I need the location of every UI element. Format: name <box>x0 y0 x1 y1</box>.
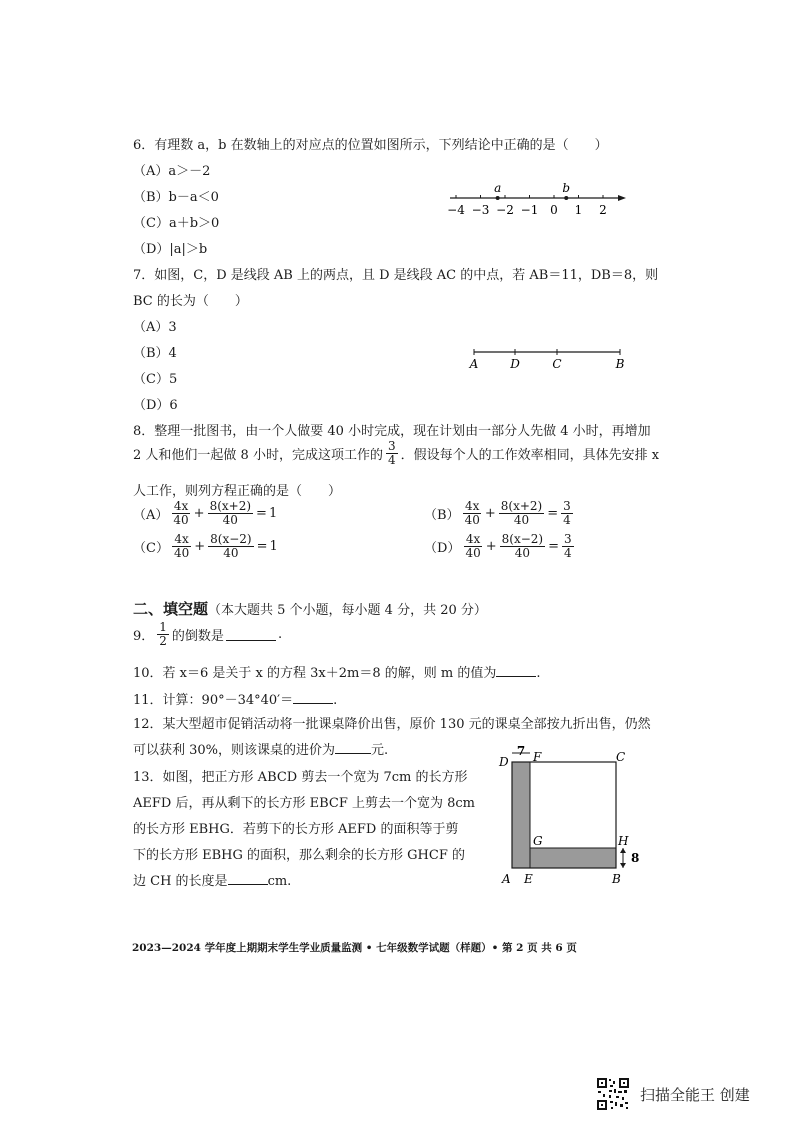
number-line <box>440 180 640 222</box>
q8-b-term2 <box>499 500 544 526</box>
number-line-tick-label: 0 <box>550 203 558 217</box>
q8-c-t1n: 4x <box>174 532 189 546</box>
number-line-tick-label: −3 <box>471 203 490 217</box>
fig-label-h: H <box>618 834 629 848</box>
q8-c-plus: + <box>194 538 206 554</box>
q8-c-t2n: 8(x−2) <box>210 532 252 546</box>
q9-prefix: 9． <box>133 628 155 644</box>
section-title: 二、填空题 <box>133 600 209 618</box>
rect-aefd <box>512 762 530 868</box>
q9-den: 2 <box>159 633 167 648</box>
label-c: C <box>552 357 562 371</box>
q7-stem-cont: BC 的长为（ ） <box>133 294 248 309</box>
q8-a-term1 <box>171 500 190 526</box>
square-figure <box>492 742 652 890</box>
q6-stem: 6．有理数 a，b 在数轴上的对应点的位置如图所示，下列结论中正确的是（ ） <box>133 138 608 153</box>
q8-line3: 人工作，则列方程正确的是（ ） <box>133 484 342 499</box>
q13-line2: AEFD 后，再从剩下的长方形 EBCF 上剪去一个宽为 8cm <box>133 796 475 811</box>
section-header <box>133 598 487 619</box>
q12-end: 元. <box>371 743 389 758</box>
q8-frac-num: 3 <box>387 439 396 453</box>
dim-8-arrow-up <box>620 848 626 853</box>
q8-a-t1d: 40 <box>173 512 189 527</box>
rect-ebhg <box>530 848 616 868</box>
q9-fraction <box>157 621 169 647</box>
fig-label-c: C <box>616 750 626 764</box>
q8-d-eq: = <box>548 538 559 554</box>
q7-stem: 7．如图，C，D 是线段 AB 上的两点，且 D 是线段 AC 的中点，若 AB＝11，DB＝8，则 <box>133 268 659 283</box>
q8-d-rhs-num: 3 <box>564 532 572 546</box>
q8-d-term2 <box>500 533 545 559</box>
q8-a-term2 <box>208 500 253 526</box>
q7-option-c: （C）5 <box>133 372 178 387</box>
q8-d-rhs-den: 4 <box>564 545 572 560</box>
q7-option-b: （B）4 <box>133 346 177 361</box>
q12-answer-blank[interactable] <box>335 741 371 754</box>
q13-line1: 13．如图，把正方形 ABCD 剪去一个宽为 7cm 的长方形 <box>133 770 468 785</box>
q6-option-a: （A）a＞－2 <box>133 164 211 179</box>
fig-label-f: F <box>533 750 542 764</box>
q8-d-plus: + <box>485 538 497 554</box>
point-b-label: b <box>562 181 571 195</box>
dim-8-label: 8 <box>631 851 640 865</box>
q8-option-c <box>133 533 278 559</box>
q8-d-rhs <box>562 533 574 559</box>
q8-d-t1n: 4x <box>465 532 481 546</box>
q8-c-label: （C） <box>133 540 169 556</box>
section-note: （本大题共 5 个小题，每小题 4 分，共 20 分） <box>208 603 487 618</box>
q8-line2b: ．假设每个人的工作效率相同，具体先安排 x <box>400 447 660 463</box>
q8-option-b <box>424 500 574 526</box>
page-footer: 2023—2024 学年度上期期末学生学业质量监测 • 七年级数学试题（样题）• 第 2 页 共 6 页 <box>132 942 577 954</box>
fig-label-g: G <box>533 834 543 848</box>
point-b <box>564 196 568 200</box>
q8-b-rhs <box>561 500 573 526</box>
q8-option-d <box>424 533 575 559</box>
q8-d-t2d: 40 <box>514 545 530 560</box>
q8-d-term1 <box>463 533 482 559</box>
q7-option-d: （D）6 <box>133 398 178 413</box>
q6-option-d: （D）|a|＞b <box>133 242 208 257</box>
q10-answer-blank[interactable] <box>496 664 536 677</box>
q13-line4: 下的长方形 EBHG 的面积，那么剩余的长方形 GHCF 的 <box>133 848 465 863</box>
q13-end: cm. <box>267 874 292 889</box>
point-a-label: a <box>494 181 502 195</box>
number-line-tick-label: 1 <box>574 203 583 217</box>
q8-c-t2d: 40 <box>223 545 239 560</box>
q11 <box>133 689 337 708</box>
number-line-tick-label: −2 <box>496 203 514 217</box>
q12-text: 可以获利 30%，则该课桌的进价为 <box>133 743 336 758</box>
label-d: D <box>510 357 520 371</box>
q8-a-label: （A） <box>133 507 169 523</box>
q12-line1: 12．某大型超市促销活动将一批课桌降价出售，原价 130 元的课桌全部按九折出售，仍然 <box>133 717 651 732</box>
q8-b-rhs-den: 4 <box>563 512 571 527</box>
q8-d-t2n: 8(x−2) <box>501 532 544 546</box>
q8-b-eq: = <box>547 505 559 521</box>
number-line-arrow <box>618 195 626 201</box>
segment-figure <box>460 342 635 374</box>
label-b: B <box>615 357 625 371</box>
q8-b-t2n: 8(x+2) <box>500 499 543 513</box>
q8-c-term2 <box>208 533 253 559</box>
q8-a-plus: + <box>193 505 205 521</box>
q9 <box>133 621 282 647</box>
q8-b-rhs-num: 3 <box>563 499 571 513</box>
q13-answer-blank[interactable] <box>228 872 268 885</box>
q7-option-a: （A）3 <box>133 320 177 335</box>
number-line-tick-label: −4 <box>447 203 465 217</box>
q11-answer-blank[interactable] <box>293 691 333 704</box>
q8-a-eq: = <box>256 505 267 521</box>
q10 <box>133 662 540 681</box>
fig-label-e: E <box>524 872 533 886</box>
q8-b-term1 <box>463 500 482 526</box>
fig-label-d: D <box>499 755 509 769</box>
q8-a-t1n: 4x <box>173 499 189 513</box>
q8-b-t1n: 4x <box>465 499 480 513</box>
q8-c-eq: = <box>256 538 268 554</box>
q8-c-term1 <box>172 533 191 559</box>
q12-line2 <box>133 739 388 758</box>
q8-b-label: （B） <box>424 507 460 523</box>
q6-option-c: （C）a＋b＞0 <box>133 216 220 231</box>
q6-option-b: （B）b－a＜0 <box>133 190 219 205</box>
q8-a-rhs: 1 <box>268 505 278 521</box>
q13-line5 <box>133 870 291 889</box>
fig-label-a: A <box>502 872 511 886</box>
q13-line3: 的长方形 EBHG．若剪下的长方形 AEFD 的面积等于剪 <box>133 822 459 837</box>
q11-text: 11．计算：90°－34°40′＝ <box>133 693 294 708</box>
q8-b-plus: + <box>484 505 496 521</box>
q10-end: . <box>536 666 541 681</box>
q8-frac-den: 4 <box>387 452 396 467</box>
q13-text: 边 CH 的长度是 <box>133 874 228 889</box>
number-line-tick-label: −1 <box>520 203 539 217</box>
watermark-text: 扫描全能王 创建 <box>640 1086 750 1104</box>
q10-text: 10．若 x＝6 是关于 x 的方程 3x＋2m＝8 的解，则 m 的值为 <box>133 666 497 681</box>
q8-line2 <box>133 440 659 466</box>
q8-c-t1d: 40 <box>173 545 190 560</box>
q8-d-t1d: 40 <box>465 545 481 560</box>
number-line-tick-label: 2 <box>599 203 607 217</box>
dim-8-arrow-down <box>620 863 626 868</box>
q9-answer-blank[interactable] <box>226 628 276 641</box>
q11-end: . <box>333 693 338 708</box>
fig-label-b: B <box>612 872 621 886</box>
q8-line1: 8．整理一批图书，由一个人做要 40 小时完成，现在计划由一部分人先做 4 小时，再增加 <box>133 424 651 439</box>
q9-text: 的倒数是 <box>171 628 224 644</box>
qr-code-icon <box>596 1077 630 1111</box>
q9-num: 1 <box>159 620 167 634</box>
q8-b-t1d: 40 <box>464 512 480 527</box>
q8-b-t2d: 40 <box>513 512 530 527</box>
point-a <box>496 196 500 200</box>
q8-option-a <box>133 500 277 526</box>
dim-7-label: 7 <box>516 744 526 758</box>
q8-line2a: 2 人和他们一起做 8 小时，完成这项工作的 <box>133 447 383 463</box>
q8-d-label: （D） <box>424 540 461 556</box>
q9-end: . <box>277 626 283 642</box>
q8-a-t2d: 40 <box>222 512 238 527</box>
q8-c-rhs: 1 <box>269 538 278 554</box>
label-a: A <box>469 357 479 371</box>
q8-a-t2n: 8(x+2) <box>209 499 252 513</box>
q8-fraction <box>386 440 398 466</box>
